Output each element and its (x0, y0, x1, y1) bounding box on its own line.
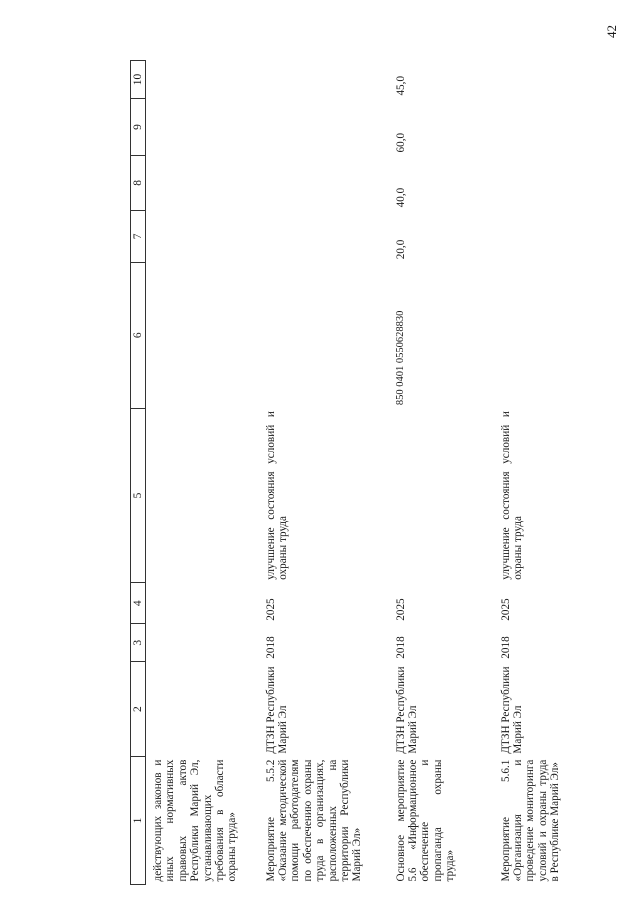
column-header: 9 (131, 99, 146, 156)
page-number: 42 (604, 25, 619, 38)
measure-name: Мероприятие 5.5.2 «Оказание методической помощи работодателям по обеспечению охраны труда в организациях, расположенных на территории Республики Марий Эл» (264, 759, 364, 882)
value-2018 (146, 210, 261, 262)
column-number-row (131, 61, 146, 885)
expected-result: улучшение состояния условий и охраны труда (264, 411, 289, 580)
column-header: 2 (131, 662, 146, 757)
value-2019: 40,0 (394, 187, 407, 208)
value-2020 (261, 99, 391, 156)
measure-name: действующих законов и иных нормативных правовых актов Республики Марий Эл, устанавливающих требования в области охраны труда» (152, 759, 239, 882)
column-header: 5 (131, 408, 146, 583)
end-year: 2025 (499, 598, 512, 621)
table-row (496, 61, 576, 885)
end-year: 2025 (264, 598, 277, 621)
expected-result (146, 408, 261, 583)
value-2019 (496, 155, 576, 210)
column-header: 7 (131, 210, 146, 262)
budget-code (146, 262, 261, 408)
value-2020 (496, 99, 576, 156)
budget-code: 850 0401 0550628830 (394, 310, 406, 406)
measure-name: Мероприятие 5.6.1 «Организация и проведение мониторинга условий и охраны труда в Республике Марий Эл» (499, 759, 562, 882)
table-row (261, 61, 391, 885)
program-table (130, 60, 576, 885)
column-header: 4 (131, 583, 146, 624)
start-year: 2018 (499, 636, 512, 659)
value-2021 (146, 61, 261, 99)
column-header: 6 (131, 262, 146, 408)
start-year: 2018 (264, 636, 277, 659)
table-row (146, 61, 261, 885)
value-2020 (146, 99, 261, 156)
table-row (391, 61, 496, 885)
value-2021 (261, 61, 391, 99)
value-2021 (496, 61, 576, 99)
value-2018: 20,0 (394, 239, 407, 260)
rotated-table-frame (130, 60, 570, 885)
measure-name: Основное мероприятие 5.6 «Информационное обеспечение и пропаганда охраны труда» (394, 759, 457, 882)
value-2021: 45,0 (394, 75, 407, 96)
expected-result (391, 408, 496, 583)
budget-code (496, 262, 576, 408)
budget-code (261, 262, 391, 408)
column-header: 10 (131, 61, 146, 99)
end-year (146, 583, 261, 624)
value-2018 (261, 210, 391, 262)
executor (146, 662, 261, 757)
value-2019 (261, 155, 391, 210)
value-2018 (496, 210, 576, 262)
executor: ДТЗН Республики Марий Эл (264, 666, 289, 754)
column-header: 3 (131, 624, 146, 662)
expected-result: улучшение состояния условий и охраны труда (499, 411, 524, 580)
executor: ДТЗН Республики Марий Эл (394, 666, 419, 754)
start-year (146, 624, 261, 662)
column-header: 1 (131, 757, 146, 885)
value-2019 (146, 155, 261, 210)
column-header: 8 (131, 155, 146, 210)
executor: ДТЗН Республики Марий Эл (499, 666, 524, 754)
value-2020: 60,0 (394, 132, 407, 153)
end-year: 2025 (394, 598, 407, 621)
start-year: 2018 (394, 636, 407, 659)
